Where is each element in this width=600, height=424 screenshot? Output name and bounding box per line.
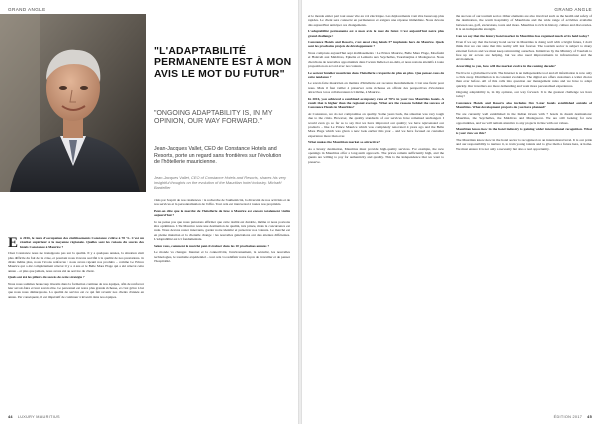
paragraph: et le monde entier part tout assez vite au vol électrique. Les déplacements vont être beaucoup plus rapides. Le client sera connecté en permanence et exigera une réponse immédiate. Nous devons dès aujourd'hui anticiper ces changements. — [308, 14, 444, 27]
portrait-photo — [0, 14, 146, 192]
page-number: 45 — [587, 415, 592, 419]
paragraph: We live in a globalised world. The Internet is an indispensable tool and all information is now only a click away. Distribution is in constant evolution. The digital era offers customers a wider choice than ever before. All of this calls into question our management rules and we have to adapt quickly. Our travellers are more demanding and want more personalised experiences. — [456, 70, 592, 88]
intro-text: Jean-Jacques Vallet, CEO de Constance Hotels and Resorts, porte un regard sans frontières sur l'évolution de l'hôtellerie mauricienne. — [154, 146, 282, 165]
paragraph: Nous comptons aujourd'hui sept établissements : Le Prince Maurice, Belle Mare Plage, Moofushi et Halaveli aux Maldives, Ephelia et Lemuria aux Seychelles, Tsarabanjina à Madagascar. Nous cherchons de nouvelles opportunités dans l'océan Indien et au-delà, et nous restons attentifs à toute proposition en accord avec nos valeurs. — [308, 50, 444, 68]
paragraph: Chez Constance nous ne transigeons pas sur la qualité. Il y a quelques années, la situation était plus difficile du fait de la crise, et pourtant nous n'avons sacrifié à la qualité de nos prestations. Je dirais même plus, nous l'avons renforcée : nous avons rajeuni nos produits – comme Le Prince Maurice qui a été complètement rénové il y a 4 ans et le Belle Mare Plage qui a été rénové cette année – et plus que jamais, nous avons été au service du client. — [8, 251, 144, 273]
question: Peut-on dire que le marché de l'hôtellerie de luxe à Maurice est encore totalement viable aujourd'hui ? — [154, 208, 290, 218]
page-footer — [8, 415, 60, 419]
question: Constance Hotels and Resorts, c'est aussi cinq hôtels 5* implantés hors de Maurice. Quels sont les prochains projets de développement ? — [308, 40, 444, 49]
question: Mauritian know-how in the hotel industry is gaining wider international recognition. What is your view on this? — [456, 127, 592, 136]
paragraph: vités par l'esprit de nos résidences : la recherche de l'authenticité, la diversité de nos activités et de nos services et la personnalisation de l'offre. Tout cela est transversal à toutes nos propriétés. — [154, 198, 290, 207]
paragraph: At Constance, we do not compromise on quality. Some years back, the situation was very tough due to the crisis. However, the quality standards of our services have remained unchanged. I would even go so far as to say that we have improved our quality; we have rejuvenated our products – like Le Prince Maurice which was completely renovated 4 years ago and the Belle Mare Plage which was given a new look earlier this year – and we have focused on customer experience more than ever. — [308, 111, 444, 138]
question: Selon vous, comment le marché peut-il évoluer dans les 10 prochaines années ? — [154, 243, 270, 248]
left-page — [0, 0, 298, 424]
page-footer — [554, 415, 592, 419]
paragraph: Je ne pense pas que nous puissions affirmer que cette réalité est durable, même si nous pouvons être optimistes. L'île Maurice reste une destination de qualité, très prisée, mais la concurrence est rude. Nous devons rester innovants, garder notre identité et préserver nos valeurs. Le marché est en pleine mutation et la clientèle change : les nouvelles générations ont des attentes différentes. L'adaptabilité est ici fondamentale. — [154, 219, 290, 242]
article-column — [308, 14, 444, 166]
question: Le secteur hôtelier mauricien dans l'hôtellerie s'expatrie de plus en plus. Que pensez-vous de cette tendance ? — [308, 70, 444, 79]
pull-quote-en: "ONGOING ADAPTABILITY IS, IN MY OPINION, OUR WAY FORWARD." — [154, 110, 273, 125]
paragraph: As a luxury destination, Mauritius must provide high-quality services. For example, the new openings in Mauritius offer a long-term approach. The prices remain sufficiently high, and the guests are willing to pay for authenticity and quality. This is the independence that we want to preserve. — [308, 146, 444, 164]
drop-cap: E — [8, 234, 19, 251]
question: n 2016, le taux d'occupation des établissements Constance s'élève à 78 %. C'est un résultat supérieur à la moyenne régionale. Quelles sont les raisons du succès des hôtels Constance à Maurice ? — [20, 236, 144, 249]
paragraph: Ongoing adaptability is, in my opinion, our way forward. It is the greatest challenge we have today! — [456, 90, 592, 99]
question: What makes the Mauritian market so attractive? — [308, 140, 380, 145]
question: According to you, how will the market evolve in the coming decade? — [456, 64, 556, 68]
paragraph: L'adaptabilité permanente est à mon avis le mot du futur. C'est aujourd'hui notre plus grand challenge ! — [308, 29, 444, 38]
pull-quote-fr: "L'ADAPTABILITÉ PERMANENTE EST À MON AVIS LE MOT DU FUTUR" — [154, 46, 292, 80]
question: Can we say that the luxury hotel market in Mauritius has regained much of its hold today? — [456, 33, 590, 38]
question: Quels ont été les piliers du succès de cette stratégie ? — [8, 275, 85, 280]
paragraph: Nous nous sommes beaucoup investis dans la formation continue de nos équipes, afin de renforcer leur savoir-faire et leur savoir-être. Le personnel est notre plus grande richesse, et c'est grâce à lui que nous nous démarquons. La qualité de service est ce qui fait revenir nos clients d'année en année. Par conséquent, il est impératif de continuer à investir dans nos équipes. — [8, 281, 144, 299]
question: In 2016, you achieved a combined occupancy rate of 78% in your two Mauritius hotels. A result that is higher than the regional average. What are the reasons behind the success of Constance Hotels in Mauritius? — [308, 96, 444, 110]
question: Constance Hotels and Resorts also includes five 5-star hotels established outside of Mauritius. What development projects do you have planned? — [456, 100, 592, 110]
photo-caption: Jean-Jacques Vallet, CEO of Constance Hotels and Resorts, shares his very insightful thoughts on the evolution of the Mauritian hotel industry. Michaël Bardellier — [154, 175, 286, 190]
article-column — [456, 14, 592, 153]
paragraph: Even if we say that the luxury hotel sector in Mauritius is doing well with a bright future, I don't think that we can state that this reality will last forever. The tourism sector is subject to many external factors and we must keep reinventing ourselves. Initiatives by the Ministry of Tourism to free up air access are helping, but we also need improvements in infrastructure and the environment. — [456, 40, 592, 62]
page-number: 44 — [8, 415, 13, 419]
paragraph: We are currently well established in the Indian Ocean with 7 hotels in dream destinations: Mauritius, the Seychelles, the Maldives and Madagascar. We are still looking for new opportunities, and we will remain attentive to any projects in line with our values. — [456, 111, 592, 125]
running-head: GRAND ANGLE — [554, 7, 592, 12]
paragraph: Le savoir-faire mauricien en matière d'hôtellerie est reconnu mondialement. C'est une fierté pour nous. Mais il faut veiller à préserver cette richesse en offrant des perspectives d'évolution attractives à nos collaborateurs ici même, à Maurice. — [308, 81, 444, 95]
paragraph: The Mauritian know-how in the hotel sector is recognised on an international level. It is our pride and our responsibility to nurture it, to train young talents and to give them a future here, at home. We must ensure it is not only a necessity but also a real opportunity. — [456, 137, 592, 151]
paragraph: the success of our tourism sector. Other elements are also involved such as the health and safety of the destination, the warm hospitality of Mauritians and the wide range of activities available between sea, golf, excursions, tours and more. Mauritius is rich in history, culture and discoveries. It is an indisputable strength. — [456, 14, 592, 32]
edition-label: ÉDITION 2017 — [553, 415, 583, 419]
magazine-title: LUXURY MAURITIUS — [17, 415, 60, 419]
running-head: GRAND ANGLE — [8, 7, 46, 12]
right-page — [302, 0, 600, 424]
article-column — [8, 236, 144, 301]
article-column — [154, 198, 290, 265]
paragraph: Le monde va changer. Internet et la connectivité, l'environnement, la sécurité, les nouvelles technologies, le tourisme expérientiel – tout cela va redéfinir notre façon de travailler et de penser l'hospitalité. — [154, 250, 290, 263]
